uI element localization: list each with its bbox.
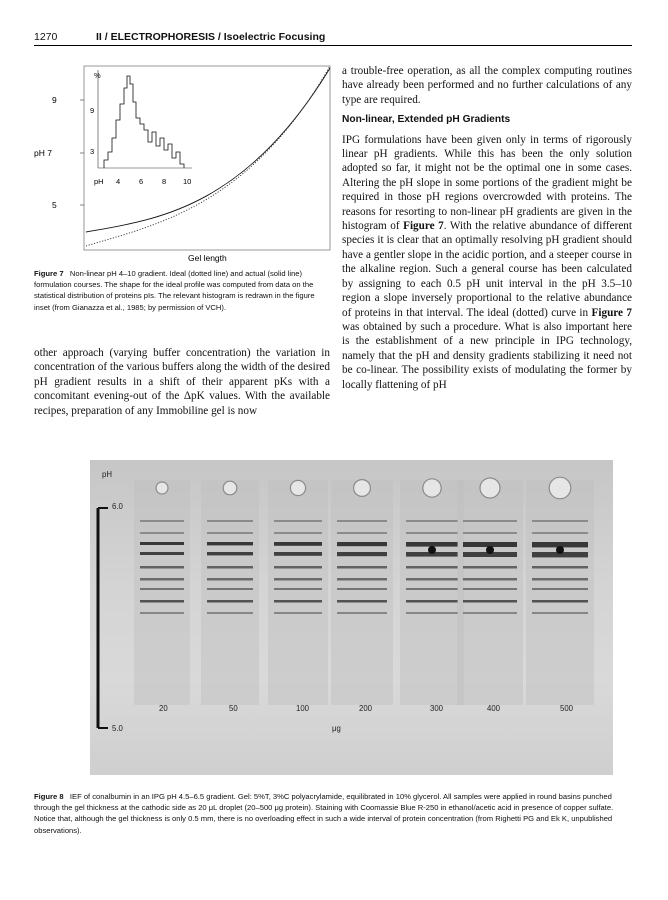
page-number: 1270 xyxy=(34,31,58,43)
inset-y-tick-9: 9 xyxy=(90,106,95,115)
protein-band xyxy=(274,552,322,556)
right-column-text xyxy=(342,64,632,392)
protein-band xyxy=(337,600,387,603)
protein-band xyxy=(207,552,253,555)
protein-band xyxy=(406,612,458,614)
figure-7-caption xyxy=(34,268,330,313)
protein-band xyxy=(140,566,184,569)
lane-load-label: 200 xyxy=(359,704,373,713)
sample-basin xyxy=(423,479,441,497)
protein-band xyxy=(406,600,458,603)
protein-band xyxy=(532,520,588,522)
inset-x-tick: 10 xyxy=(183,177,192,186)
protein-band xyxy=(532,600,588,603)
dark-spot xyxy=(486,546,494,554)
protein-band xyxy=(207,588,253,590)
running-header xyxy=(34,29,632,45)
plot-frame xyxy=(84,66,330,250)
protein-band xyxy=(406,578,458,581)
lane-load-label: 50 xyxy=(229,704,238,713)
y-label-5: 5 xyxy=(52,200,57,210)
caption-label: Figure 7 xyxy=(34,269,64,278)
protein-band xyxy=(463,612,517,614)
dark-spot xyxy=(428,546,436,554)
sample-basin xyxy=(480,478,500,498)
protein-band xyxy=(406,588,458,590)
protein-band xyxy=(207,566,253,569)
protein-band xyxy=(207,578,253,581)
protein-band xyxy=(463,588,517,590)
protein-band xyxy=(406,542,458,547)
load-unit: μg xyxy=(332,724,341,733)
protein-band xyxy=(207,612,253,614)
protein-band xyxy=(140,612,184,614)
protein-band xyxy=(274,542,322,546)
section-heading: Non-linear, Extended pH Gradients xyxy=(342,114,511,126)
protein-band xyxy=(140,588,184,590)
protein-band xyxy=(274,520,322,522)
sample-basin xyxy=(549,477,571,499)
body-paragraph: IPG formulations have been given only in terms of rigorously linear pH gradients. While this has been the only solution adopted so far, it might not be the optimal one in some cases. Altering the pH slope in some portions of the gradient might be required in those pH regions overcrowded with proteins. The reasons for resorting to non-linear pH gradients are given in the histogram of Figure 7. With the relative abundance of different species it is clear that an optimally resolving pH gradient should have a gentler slope in the acidic portion, and a steeper course in the alkaline region. Such a general course has been calculated by assigning to each 0.5 pH unit interval in the pH 3.5–10 region a slope inversely proportional to the relative abundance of proteins in that interval. The ideal (dotted) curve in Figure 7 was obtained by such a procedure. What is also important here is the establishment of a new principle in IPG technology, namely that the pH and density gradients stabilizing it need not be co-linear. The possibility exists of modulating the former by locally flattening of pH xyxy=(342,133,632,391)
inset-x-tick: 4 xyxy=(116,177,121,186)
body-paragraph: a trouble-free operation, as all the complex computing routines have already been performed and no further calculations of any type are required. xyxy=(342,65,632,106)
protein-band xyxy=(532,578,588,581)
gel-lanes xyxy=(90,460,613,775)
protein-band xyxy=(140,542,184,545)
ph-bottom-value: 5.0 xyxy=(112,724,123,733)
ph-label: pH xyxy=(102,470,112,479)
protein-band xyxy=(140,520,184,522)
left-column-text xyxy=(34,346,330,418)
gel-lane xyxy=(201,480,259,705)
protein-band xyxy=(406,532,458,534)
body-paragraph: other approach (varying buffer concentration) the variation in concentration of the various buffers along the width of the desired pH gradient results in a shift of their apparent pKs with a concomitant evening-out of the ΔpK values. With the available recipes, preparation of any Immobiline gel is now xyxy=(34,347,330,417)
inset-x-tick: 8 xyxy=(162,177,167,186)
protein-band xyxy=(532,532,588,534)
caption-text: Non-linear pH 4–10 gradient. Ideal (dotted line) and actual (solid line) formulation courses. The shape for the ideal profile was computed from data on the statistical distribution of proteins pIs. The relevant histogram is redrawn in the figure inset (from Gianazza et al., 1985; by permission of VCH). xyxy=(34,269,315,312)
protein-band xyxy=(337,542,387,546)
figure-8-caption xyxy=(34,791,634,836)
section-title: II / ELECTROPHORESIS / Isoelectric Focusing xyxy=(96,31,326,43)
protein-band xyxy=(337,612,387,614)
gel-lane xyxy=(134,480,190,705)
lane-load-label: 500 xyxy=(560,704,574,713)
inset-histogram xyxy=(90,70,192,186)
protein-band xyxy=(207,520,253,522)
protein-band xyxy=(337,552,387,556)
ideal-curve-dotted xyxy=(86,66,330,246)
protein-band xyxy=(532,612,588,614)
protein-band xyxy=(140,578,184,581)
protein-band xyxy=(337,566,387,569)
protein-band xyxy=(274,600,322,603)
inset-y-unit: % xyxy=(94,71,101,80)
protein-band xyxy=(274,612,322,614)
inset-x-tick: 6 xyxy=(139,177,144,186)
protein-band xyxy=(337,532,387,534)
protein-band xyxy=(532,588,588,590)
actual-curve-solid xyxy=(86,68,330,232)
protein-band xyxy=(274,532,322,534)
figure-reference: Figure 7 xyxy=(591,306,632,319)
protein-band xyxy=(406,520,458,522)
gel-lane xyxy=(526,480,594,705)
inset-x-label: pH xyxy=(94,177,104,186)
protein-band xyxy=(406,566,458,569)
caption-text: IEF of conalbumin in an IPG pH 4.5–6.5 gradient. Gel: 5%T, 3%C polyacrylamide, equilibrated in 10% glycerol. All samples were applied in round basins punched through the gel thickness at the cathodic side as 20 μL droplet (20–500 μg protein). Staining with Coomassie Blue R-250 in ethanol/acetic acid in presence of copper sulfate. Notice that, although the gel thickness is only 0.5 mm, there is no overloading effect in such a wide interval of protein concentration (from Righetti PG and Ek K, unpublished observations). xyxy=(34,792,614,835)
protein-band xyxy=(274,566,322,569)
protein-band xyxy=(337,578,387,581)
protein-band xyxy=(207,532,253,534)
ph-top-value: 6.0 xyxy=(112,502,123,511)
protein-band xyxy=(532,566,588,569)
inset-y-tick-3: 3 xyxy=(90,147,95,156)
gel-lane xyxy=(400,480,464,705)
histogram-bars xyxy=(104,76,184,168)
gel-lane xyxy=(331,480,393,705)
y-label-7: pH 7 xyxy=(34,148,52,158)
header-rule xyxy=(34,45,632,46)
x-axis-label: Gel length xyxy=(188,253,227,263)
figure-7-graph xyxy=(34,60,334,264)
protein-band xyxy=(463,578,517,581)
protein-band xyxy=(207,542,253,545)
figure-8-gel-photo xyxy=(90,460,613,775)
protein-band xyxy=(463,532,517,534)
figure-reference: Figure 7 xyxy=(403,220,444,233)
protein-band xyxy=(337,520,387,522)
protein-band xyxy=(337,588,387,590)
gel-lane xyxy=(457,480,523,705)
lane-load-label: 300 xyxy=(430,704,444,713)
protein-band xyxy=(140,532,184,534)
protein-band xyxy=(207,600,253,603)
lane-load-label: 20 xyxy=(159,704,168,713)
protein-band xyxy=(140,552,184,555)
gel-lane xyxy=(268,480,328,705)
protein-band xyxy=(140,600,184,603)
protein-band xyxy=(463,566,517,569)
y-label-9: 9 xyxy=(52,95,57,105)
dark-spot xyxy=(556,546,564,554)
lane-load-label: 100 xyxy=(296,704,310,713)
protein-band xyxy=(463,520,517,522)
sample-basin xyxy=(223,481,237,495)
caption-label: Figure 8 xyxy=(34,792,64,801)
protein-band xyxy=(463,600,517,603)
sample-basin xyxy=(354,480,371,497)
lane-load-label: 400 xyxy=(487,704,501,713)
protein-band xyxy=(274,578,322,581)
sample-basin xyxy=(156,482,168,494)
protein-band xyxy=(274,588,322,590)
sample-basin xyxy=(290,480,305,495)
